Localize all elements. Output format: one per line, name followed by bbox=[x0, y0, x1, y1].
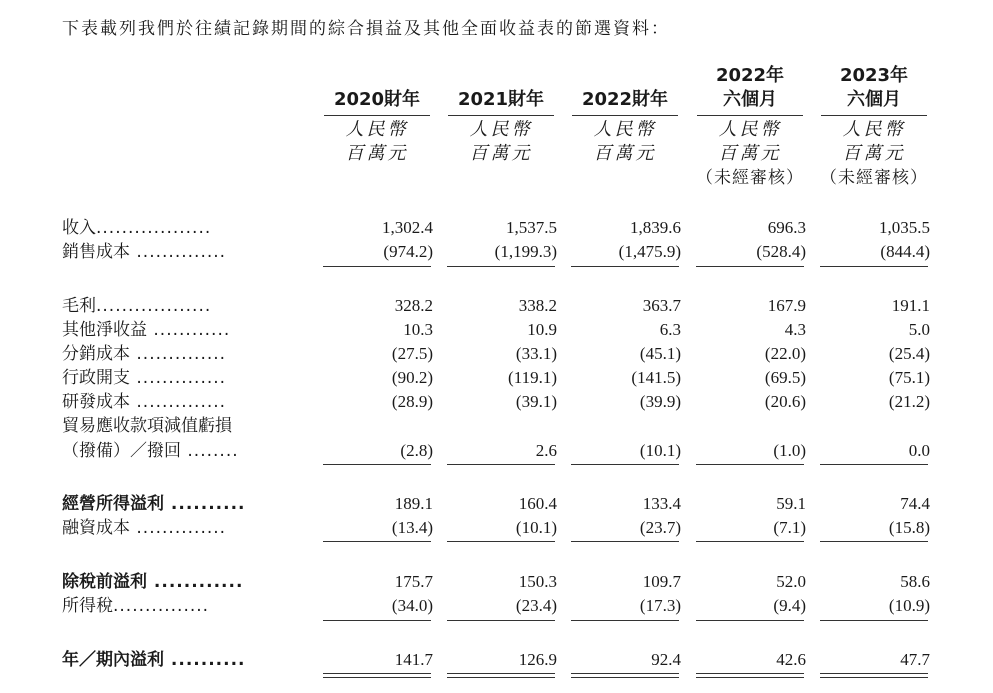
value-cell: (25.4) bbox=[888, 344, 930, 363]
leader-dots: ............... bbox=[113, 596, 210, 616]
value-cell: 1,302.4 bbox=[382, 218, 433, 237]
value-cell: (974.2) bbox=[383, 242, 433, 261]
value-cell: (23.4) bbox=[515, 596, 557, 615]
column-header bbox=[321, 64, 433, 166]
column-unit: 人民幣 bbox=[842, 119, 906, 140]
value-cell: (75.1) bbox=[888, 368, 930, 387]
row-label bbox=[62, 439, 302, 463]
value-cell: 109.7 bbox=[642, 572, 681, 591]
column-header bbox=[818, 64, 930, 190]
value-cell: (23.7) bbox=[639, 518, 681, 537]
row-label-text: 其他淨收益 bbox=[62, 320, 147, 340]
value-cell: (2.8) bbox=[400, 441, 433, 460]
value-cell: (15.8) bbox=[888, 518, 930, 537]
value-cell: 42.6 bbox=[776, 650, 806, 669]
value-cell: (10.9) bbox=[888, 596, 930, 615]
row-label-text: 貿易應收款項減值虧損 bbox=[62, 416, 232, 436]
value-cell: 126.9 bbox=[518, 650, 557, 669]
value-cell: (45.1) bbox=[639, 344, 681, 363]
total-double-rule bbox=[323, 673, 431, 678]
subtotal-rule bbox=[820, 266, 928, 267]
row-label-text: 研發成本 bbox=[62, 392, 130, 412]
subtotal-rule bbox=[447, 266, 555, 267]
value-cell: 338.2 bbox=[518, 296, 557, 315]
leader-dots: .................. bbox=[96, 218, 212, 238]
row-label bbox=[62, 390, 302, 414]
column-unit: 百萬元 bbox=[345, 143, 409, 164]
value-cell: 363.7 bbox=[642, 296, 681, 315]
leader-dots: .............. bbox=[130, 368, 227, 388]
subtotal-rule bbox=[323, 541, 431, 542]
column-unit: 人民幣 bbox=[469, 119, 533, 140]
value-cell: (528.4) bbox=[756, 242, 806, 261]
row-label bbox=[62, 648, 302, 672]
header-rule bbox=[821, 115, 927, 116]
row-label bbox=[62, 516, 302, 540]
column-unit: 人民幣 bbox=[593, 119, 657, 140]
subtotal-rule bbox=[571, 620, 679, 621]
column-title: 六個月 bbox=[723, 89, 777, 110]
subtotal-rule bbox=[696, 266, 804, 267]
subtotal-rule bbox=[447, 541, 555, 542]
column-title: 六個月 bbox=[847, 89, 901, 110]
column-unit: 百萬元 bbox=[842, 143, 906, 164]
value-cell: 0.0 bbox=[908, 441, 930, 460]
value-cell: 52.0 bbox=[776, 572, 806, 591]
value-cell: 74.4 bbox=[900, 494, 930, 513]
value-cell: (17.3) bbox=[639, 596, 681, 615]
value-cell: (27.5) bbox=[391, 344, 433, 363]
row-label-text: 所得稅 bbox=[62, 596, 113, 616]
value-cell: 4.3 bbox=[784, 320, 806, 339]
total-double-rule bbox=[571, 673, 679, 678]
value-cell: (7.1) bbox=[773, 518, 806, 537]
row-label-text: 銷售成本 bbox=[62, 242, 130, 262]
value-cell: 5.0 bbox=[908, 320, 930, 339]
total-double-rule bbox=[447, 673, 555, 678]
row-label bbox=[62, 594, 302, 618]
leader-dots: ............ bbox=[147, 572, 244, 592]
total-double-rule bbox=[820, 673, 928, 678]
total-double-rule bbox=[696, 673, 804, 678]
column-unit: 百萬元 bbox=[593, 143, 657, 164]
column-unit: 百萬元 bbox=[718, 143, 782, 164]
row-label-text: 融資成本 bbox=[62, 518, 130, 538]
row-label bbox=[62, 240, 302, 264]
value-cell: 696.3 bbox=[767, 218, 806, 237]
column-note: （未經審核） bbox=[696, 168, 804, 188]
leader-dots: ............ bbox=[147, 320, 231, 340]
value-cell: 1,839.6 bbox=[630, 218, 681, 237]
subtotal-rule bbox=[447, 464, 555, 465]
value-cell: (22.0) bbox=[764, 344, 806, 363]
leader-dots: .............. bbox=[130, 242, 227, 262]
row-label-text: 毛利 bbox=[62, 296, 96, 316]
column-header bbox=[694, 64, 806, 190]
value-cell: (1.0) bbox=[773, 441, 806, 460]
value-cell: 167.9 bbox=[767, 296, 806, 315]
column-unit: 人民幣 bbox=[345, 119, 409, 140]
value-cell: (9.4) bbox=[773, 596, 806, 615]
subtotal-rule bbox=[696, 620, 804, 621]
value-cell: 189.1 bbox=[394, 494, 433, 513]
value-cell: 58.6 bbox=[900, 572, 930, 591]
value-cell: 133.4 bbox=[642, 494, 681, 513]
column-unit: 百萬元 bbox=[469, 143, 533, 164]
value-cell: (69.5) bbox=[764, 368, 806, 387]
subtotal-rule bbox=[323, 464, 431, 465]
row-label-text: 收入 bbox=[62, 218, 96, 238]
value-cell: (141.5) bbox=[631, 368, 681, 387]
value-cell: 2.6 bbox=[535, 441, 557, 460]
header-rule bbox=[324, 115, 430, 116]
value-cell: 1,537.5 bbox=[506, 218, 557, 237]
value-cell: (90.2) bbox=[391, 368, 433, 387]
column-title: 2022年 bbox=[715, 65, 785, 86]
leader-dots: .................. bbox=[96, 296, 212, 316]
subtotal-rule bbox=[323, 266, 431, 267]
subtotal-rule bbox=[820, 464, 928, 465]
header-rule bbox=[448, 115, 554, 116]
row-label bbox=[62, 342, 302, 366]
column-title: 2022財年 bbox=[581, 89, 669, 110]
value-cell: (39.9) bbox=[639, 392, 681, 411]
row-label-text: 經營所得溢利 bbox=[62, 494, 164, 514]
row-label bbox=[62, 318, 302, 342]
leader-dots: ........ bbox=[181, 441, 239, 461]
column-unit: 人民幣 bbox=[718, 119, 782, 140]
row-label-text: 除稅前溢利 bbox=[62, 572, 147, 592]
subtotal-rule bbox=[571, 541, 679, 542]
value-cell: (39.1) bbox=[515, 392, 557, 411]
value-cell: 191.1 bbox=[891, 296, 930, 315]
header-rule bbox=[572, 115, 678, 116]
value-cell: (13.4) bbox=[391, 518, 433, 537]
column-title: 2021財年 bbox=[457, 89, 545, 110]
value-cell: 1,035.5 bbox=[879, 218, 930, 237]
value-cell: 10.9 bbox=[527, 320, 557, 339]
column-header bbox=[445, 64, 557, 166]
subtotal-rule bbox=[696, 541, 804, 542]
value-cell: (10.1) bbox=[639, 441, 681, 460]
subtotal-rule bbox=[447, 620, 555, 621]
row-label-text: 分銷成本 bbox=[62, 344, 130, 364]
value-cell: (1,475.9) bbox=[618, 242, 681, 261]
value-cell: (844.4) bbox=[880, 242, 930, 261]
value-cell: 59.1 bbox=[776, 494, 806, 513]
row-label bbox=[62, 294, 302, 318]
value-cell: (1,199.3) bbox=[494, 242, 557, 261]
intro-text: 下表載列我們於往績記錄期間的綜合損益及其他全面收益表的節選資料： bbox=[62, 19, 670, 39]
value-cell: (21.2) bbox=[888, 392, 930, 411]
row-label bbox=[62, 492, 302, 516]
value-cell: 141.7 bbox=[394, 650, 433, 669]
row-label-text: 年／期內溢利 bbox=[62, 650, 164, 670]
subtotal-rule bbox=[571, 266, 679, 267]
subtotal-rule bbox=[323, 620, 431, 621]
leader-dots: .............. bbox=[130, 392, 227, 412]
value-cell: 6.3 bbox=[659, 320, 681, 339]
column-title: 2020財年 bbox=[333, 89, 421, 110]
value-cell: (119.1) bbox=[508, 368, 557, 387]
column-note: （未經審核） bbox=[820, 168, 928, 188]
column-header bbox=[569, 64, 681, 166]
leader-dots: .............. bbox=[130, 344, 227, 364]
value-cell: 92.4 bbox=[651, 650, 681, 669]
value-cell: 47.7 bbox=[900, 650, 930, 669]
value-cell: (34.0) bbox=[391, 596, 433, 615]
value-cell: 175.7 bbox=[394, 572, 433, 591]
row-label-text: 行政開支 bbox=[62, 368, 130, 388]
row-label bbox=[62, 570, 302, 594]
row-label bbox=[62, 216, 302, 240]
row-label bbox=[62, 414, 302, 438]
leader-dots: .......... bbox=[164, 650, 246, 670]
value-cell: 160.4 bbox=[518, 494, 557, 513]
value-cell: (33.1) bbox=[515, 344, 557, 363]
value-cell: (28.9) bbox=[391, 392, 433, 411]
row-label bbox=[62, 366, 302, 390]
subtotal-rule bbox=[696, 464, 804, 465]
value-cell: (20.6) bbox=[764, 392, 806, 411]
subtotal-rule bbox=[820, 541, 928, 542]
subtotal-rule bbox=[571, 464, 679, 465]
header-rule bbox=[697, 115, 803, 116]
value-cell: 150.3 bbox=[518, 572, 557, 591]
row-label-text: （撥備）／撥回 bbox=[62, 441, 181, 461]
column-title: 2023年 bbox=[839, 65, 909, 86]
value-cell: (10.1) bbox=[515, 518, 557, 537]
value-cell: 328.2 bbox=[394, 296, 433, 315]
subtotal-rule bbox=[820, 620, 928, 621]
value-cell: 10.3 bbox=[403, 320, 433, 339]
leader-dots: .............. bbox=[130, 518, 227, 538]
leader-dots: .......... bbox=[164, 494, 246, 514]
